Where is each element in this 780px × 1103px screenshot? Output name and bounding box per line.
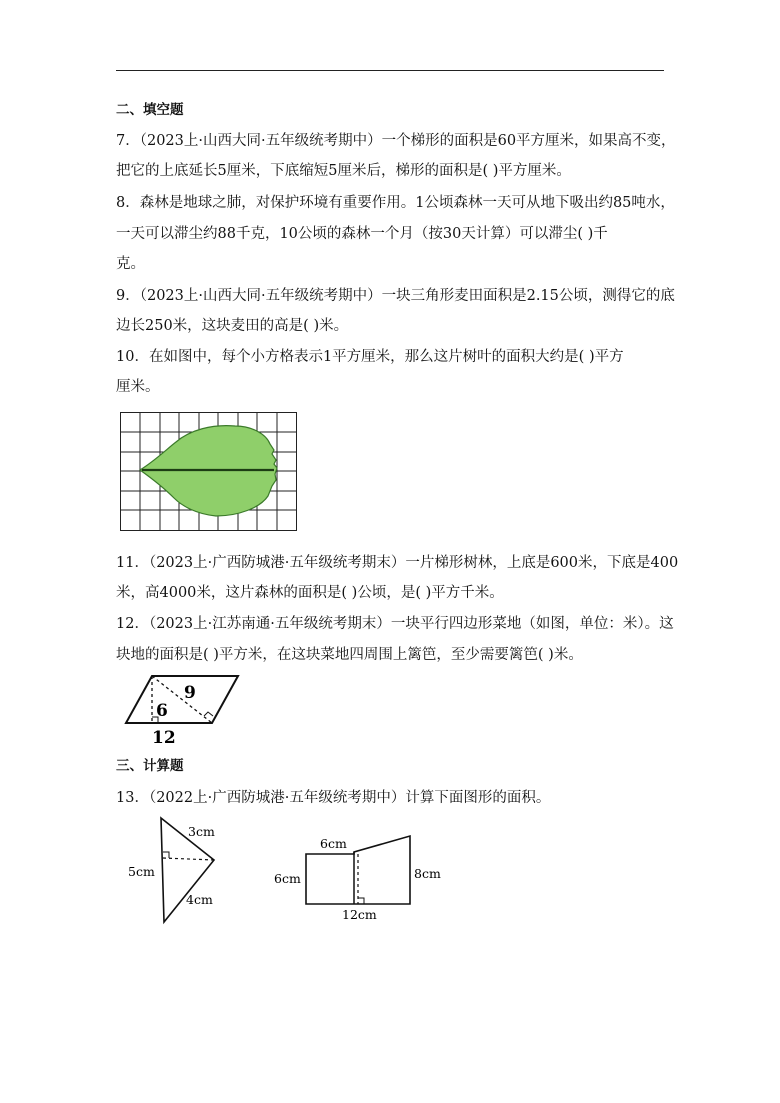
label-base: 12 bbox=[152, 728, 176, 748]
composite-right-angle bbox=[358, 898, 364, 904]
q11-line-2: 米，高4000米，这片森林的面积是( )公顷，是( )平方千米。 bbox=[116, 585, 504, 601]
comp-label-left: 6cm bbox=[274, 871, 301, 886]
label-slant: 9 bbox=[184, 683, 196, 703]
q10-line-1: 10．在如图中，每个小方格表示1平方厘米，那么这片树叶的面积大约是( )平方 bbox=[116, 349, 624, 365]
q8-line-3: 克。 bbox=[116, 256, 145, 272]
comp-label-bottom: 12cm bbox=[342, 907, 377, 922]
label-height: 6 bbox=[156, 701, 168, 721]
q8-line-1: 8．森林是地球之肺，对保护环境有重要作用。1公顷森林一天可从地下吸出约85吨水， bbox=[116, 195, 675, 211]
q7-line-2: 把它的上底延长5厘米，下底缩短5厘米后，梯形的面积是( )平方厘米。 bbox=[116, 163, 571, 179]
tri-label-top: 3cm bbox=[188, 824, 215, 839]
q7-line-1: 7．（2023上·山西大同·五年级统考期中）一个梯形的面积是60平方厘米，如果高不变， bbox=[116, 133, 676, 149]
tri-label-left: 5cm bbox=[128, 864, 155, 879]
composite-figure bbox=[272, 832, 450, 924]
q9-line-2: 边长250米，这块麦田的高是( )米。 bbox=[116, 318, 349, 334]
comp-label-right: 8cm bbox=[414, 866, 441, 881]
parallelogram-figure bbox=[118, 672, 248, 748]
q10-line-2: 厘米。 bbox=[116, 379, 160, 395]
q11-line-1: 11．（2023上·广西防城港·五年级统考期末）一片梯形树林，上底是600米，下底是400 bbox=[116, 555, 679, 571]
q8-line-2: 一天可以滞尘约88千克，10公顷的森林一个月（按30天计算）可以滞尘( )千 bbox=[116, 226, 608, 242]
q12-line-1: 12．（2023上·江苏南通·五年级统考期末）一块平行四边形菜地（如图，单位：米）。这 bbox=[116, 616, 674, 632]
q9-line-1: 9．（2023上·山西大同·五年级统考期中）一块三角形麦田面积是2.15公顷，测得它的底 bbox=[116, 288, 675, 304]
q13-line-1: 13．（2022上·广西防城港·五年级统考期中）计算下面图形的面积。 bbox=[116, 790, 551, 806]
triangle-figure bbox=[126, 814, 236, 926]
section-title-fill-blank: 二、填空题 bbox=[116, 102, 184, 118]
right-angle-mark-2 bbox=[204, 712, 213, 716]
tri-label-bottom: 4cm bbox=[186, 892, 213, 907]
triangle-height-dashed bbox=[163, 858, 214, 860]
section-title-calculation: 三、计算题 bbox=[116, 758, 184, 774]
leaf-grid-figure bbox=[120, 412, 298, 532]
triangle-right-angle bbox=[163, 852, 169, 858]
q12-line-2: 块地的面积是( )平方米，在这块菜地四周围上篱笆，至少需要篱笆( )米。 bbox=[116, 647, 583, 663]
header-rule bbox=[116, 70, 664, 71]
comp-label-top: 6cm bbox=[320, 836, 347, 851]
